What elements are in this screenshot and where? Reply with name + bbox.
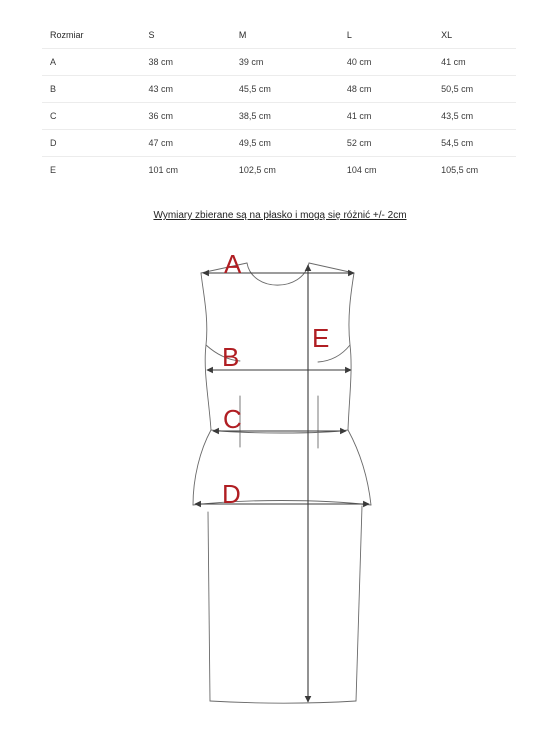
header-xl: XL xyxy=(441,22,516,49)
table-cell: 50,5 cm xyxy=(441,76,516,103)
table-cell: 101 cm xyxy=(148,165,179,175)
measurement-note-text: Wymiary zbierane są na płasko i mogą się różnić +/- 2cm xyxy=(153,210,407,221)
label-a: A xyxy=(224,249,242,279)
dress-outline xyxy=(193,263,371,703)
table-cell: 41 cm xyxy=(347,103,441,130)
label-e: E xyxy=(312,323,330,353)
table-cell: 38 cm xyxy=(149,49,239,76)
table-cell: 43,5 cm xyxy=(441,103,516,130)
header-l: L xyxy=(347,22,441,49)
header-m: M xyxy=(239,22,347,49)
measurement-labels xyxy=(222,249,329,509)
table-cell: 47 cm xyxy=(149,130,239,157)
table-cell: 36 cm xyxy=(149,103,239,130)
table-cell: 52 cm xyxy=(347,130,441,157)
table-cell: 49,5 cm xyxy=(239,130,347,157)
header-size: Rozmiar xyxy=(42,22,149,49)
label-b: B xyxy=(222,342,240,372)
table-cell: 43 cm xyxy=(149,76,239,103)
row-label: E xyxy=(50,165,57,175)
table-cell: 105,5 cm xyxy=(441,165,479,175)
table-cell: 38,5 cm xyxy=(239,103,347,130)
table-cell: 102,5 cm xyxy=(238,165,276,175)
table-cell: 39 cm xyxy=(239,49,347,76)
row-label: A xyxy=(42,49,149,76)
label-d: D xyxy=(222,479,241,509)
header-s: S xyxy=(149,22,239,49)
table-cell: 104 cm xyxy=(346,165,377,175)
row-label: D xyxy=(42,130,149,157)
row-label: B xyxy=(42,76,149,103)
table-cell: 41 cm xyxy=(441,49,516,76)
table-cell: 40 cm xyxy=(347,49,441,76)
table-cell: 48 cm xyxy=(347,76,441,103)
table-cell: 54,5 cm xyxy=(441,130,516,157)
table-cell: 45,5 cm xyxy=(239,76,347,103)
row-label: C xyxy=(42,103,149,130)
label-c: C xyxy=(223,404,242,434)
